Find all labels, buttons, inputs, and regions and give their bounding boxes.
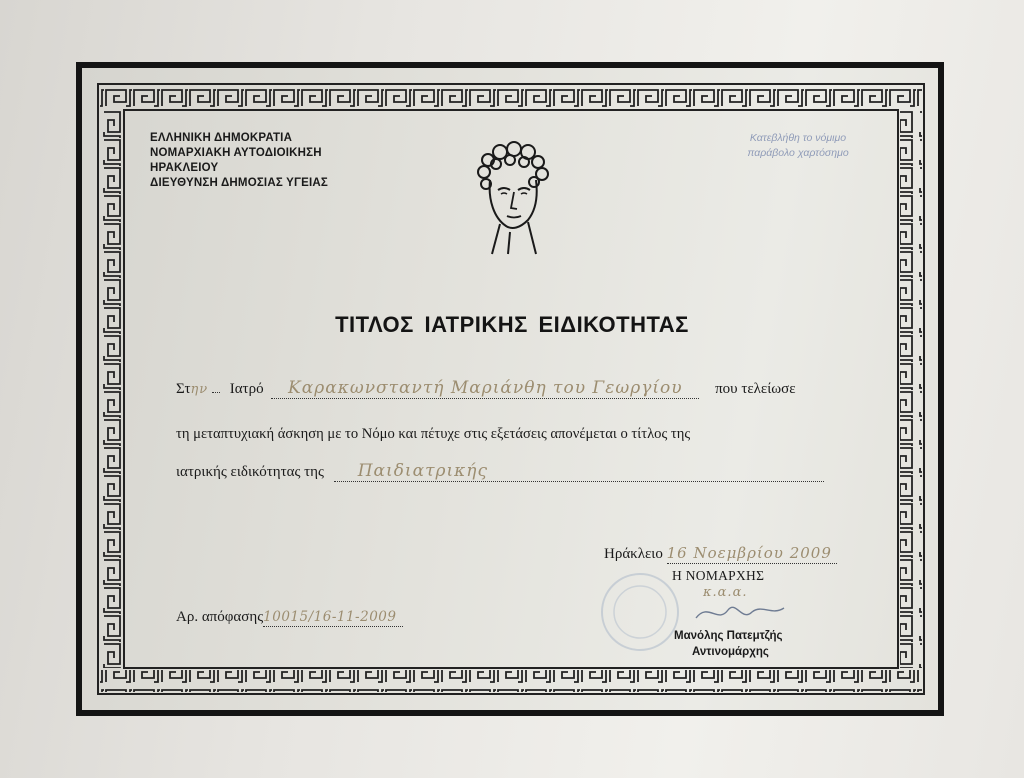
fee-stamp-line: παράβολο χαρτόσημο <box>747 147 849 159</box>
line1-prefix: Στ <box>176 381 191 397</box>
issuer-line: ΔΙΕΥΘΥΝΣΗ ΔΗΜΟΣΙΑΣ ΥΓΕΙΑΣ <box>150 177 328 189</box>
authority-title: Η ΝΟΜΑΡΧΗΣ <box>672 568 765 583</box>
signatory-role: Αντινομάρχης <box>692 646 769 658</box>
decision-number-field <box>263 609 403 627</box>
place-label: Ηράκλειο <box>604 546 663 562</box>
fee-stamp-line: Κατεβλήθη το νόμιμο <box>749 132 847 144</box>
place-date <box>604 544 837 564</box>
specialty-field <box>334 461 824 482</box>
recipient-name-handwritten: Καρακωνσταντή Μαριάνθη του Γεωργίου <box>288 378 683 398</box>
decision-number-line <box>176 609 403 627</box>
issuer-line: ΕΛΛΗΝΙΚΗ ΔΗΜΟΚΡΑΤΙΑ <box>150 132 293 144</box>
decision-label: Αρ. απόφασης <box>176 609 264 625</box>
recipient-name-field <box>271 378 699 399</box>
hippocrates-portrait-emblem <box>470 138 554 256</box>
line1-article-handwritten: ην <box>190 382 209 397</box>
issuer-line: ΝΟΜΑΡΧΙΑΚΗ ΑΥΤΟΔΙΟΙΚΗΣΗ <box>150 147 322 159</box>
date-handwritten: 16 Νοεμβρίου 2009 <box>666 544 832 562</box>
fee-stamp <box>723 131 873 161</box>
certificate-title: ΤΙΤΛΟΣ ΙΑΤΡΙΚΗΣ ΕΙΔΙΚΟΤΗΤΑΣ <box>335 312 689 337</box>
body-line-1 <box>176 378 850 399</box>
line1-role: Ιατρό <box>229 381 264 397</box>
official-seal-stamp <box>598 570 682 654</box>
issuer-header <box>150 131 328 191</box>
dotted-leader <box>212 392 220 393</box>
kaa-handwritten: κ.α.α. <box>703 585 748 600</box>
date-field <box>667 544 837 564</box>
line3-prefix: ιατρικής ειδικότητας της <box>176 464 324 480</box>
body-line-2: τη μεταπτυχιακή άσκηση με το Νόμο και πέτυχε στις εξετάσεις απονέμεται ο τίτλος της <box>176 426 691 442</box>
specialty-handwritten: Παιδιατρικής <box>357 461 488 481</box>
issuer-line: ΗΡΑΚΛΕΙΟΥ <box>150 162 219 174</box>
signature-scribble <box>692 598 788 628</box>
line1-suffix: που τελείωσε <box>715 381 796 397</box>
signatory-name: Μανόλης Πατεμτζής <box>674 630 783 642</box>
body-line-3 <box>176 461 824 482</box>
decision-number-handwritten: 10015/16-11-2009 <box>263 609 397 625</box>
